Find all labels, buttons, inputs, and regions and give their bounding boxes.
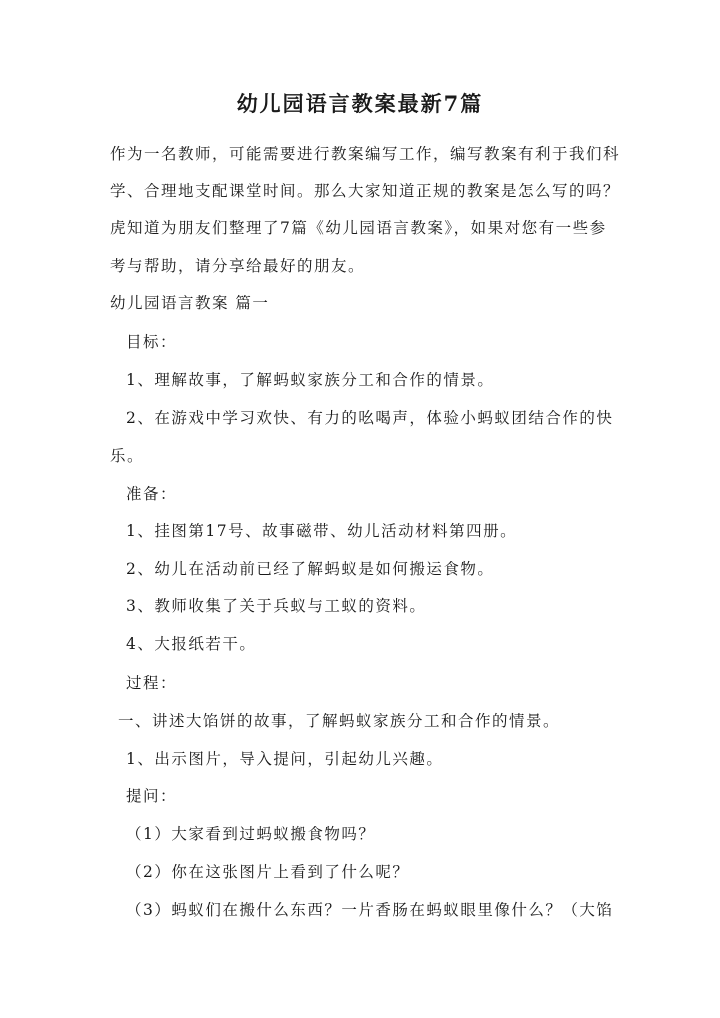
list-item: 一、讲述大馅饼的故事，了解蚂蚁家族分工和合作的情景。: [118, 712, 561, 730]
list-item: 2、幼儿在活动前已经了解蚂蚁是如何搬运食物。: [126, 560, 495, 578]
paragraph-line: 作为一名教师，可能需要进行教案编写工作，编写教案有利于我们科: [110, 145, 621, 163]
paragraph-line: 考与帮助，请分享给最好的朋友。: [110, 257, 366, 275]
list-item: 1、挂图第17号、故事磁带、幼儿活动材料第四册。: [126, 522, 518, 540]
paragraph-line: 乐。: [110, 447, 145, 465]
subheading-process: 过程：: [126, 674, 178, 692]
paragraph-line: 学、合理地支配课堂时间。那么大家知道正规的教案是怎么写的吗？: [110, 182, 621, 200]
list-item: （3）蚂蚁们在搬什么东西？一片香肠在蚂蚁眼里像什么？（大馅: [126, 901, 614, 919]
subheading-prepare: 准备：: [126, 485, 178, 503]
subheading-questions: 提问：: [126, 787, 178, 805]
list-item: 2、在游戏中学习欢快、有力的吆喝声，体验小蚂蚁团结合作的快: [126, 409, 614, 427]
list-item: 1、出示图片，导入提问，引起幼儿兴趣。: [126, 750, 444, 768]
paragraph-line: 虎知道为朋友们整理了7篇《幼儿园语言教案》，如果对您有一些参: [110, 219, 607, 237]
section-heading: 幼儿园语言教案 篇一: [110, 294, 270, 312]
list-item: 4、大报纸若干。: [126, 635, 257, 653]
list-item: 3、教师收集了关于兵蚁与工蚁的资料。: [126, 597, 427, 615]
list-item: 1、理解故事，了解蚂蚁家族分工和合作的情景。: [126, 371, 495, 389]
subheading-goal: 目标：: [126, 333, 178, 351]
list-item: （1）大家看到过蚂蚁搬食物吗？: [126, 825, 376, 843]
document-title: 幼儿园语言教案最新7篇: [236, 91, 484, 116]
list-item: （2）你在这张图片上看到了什么呢？: [126, 863, 410, 881]
